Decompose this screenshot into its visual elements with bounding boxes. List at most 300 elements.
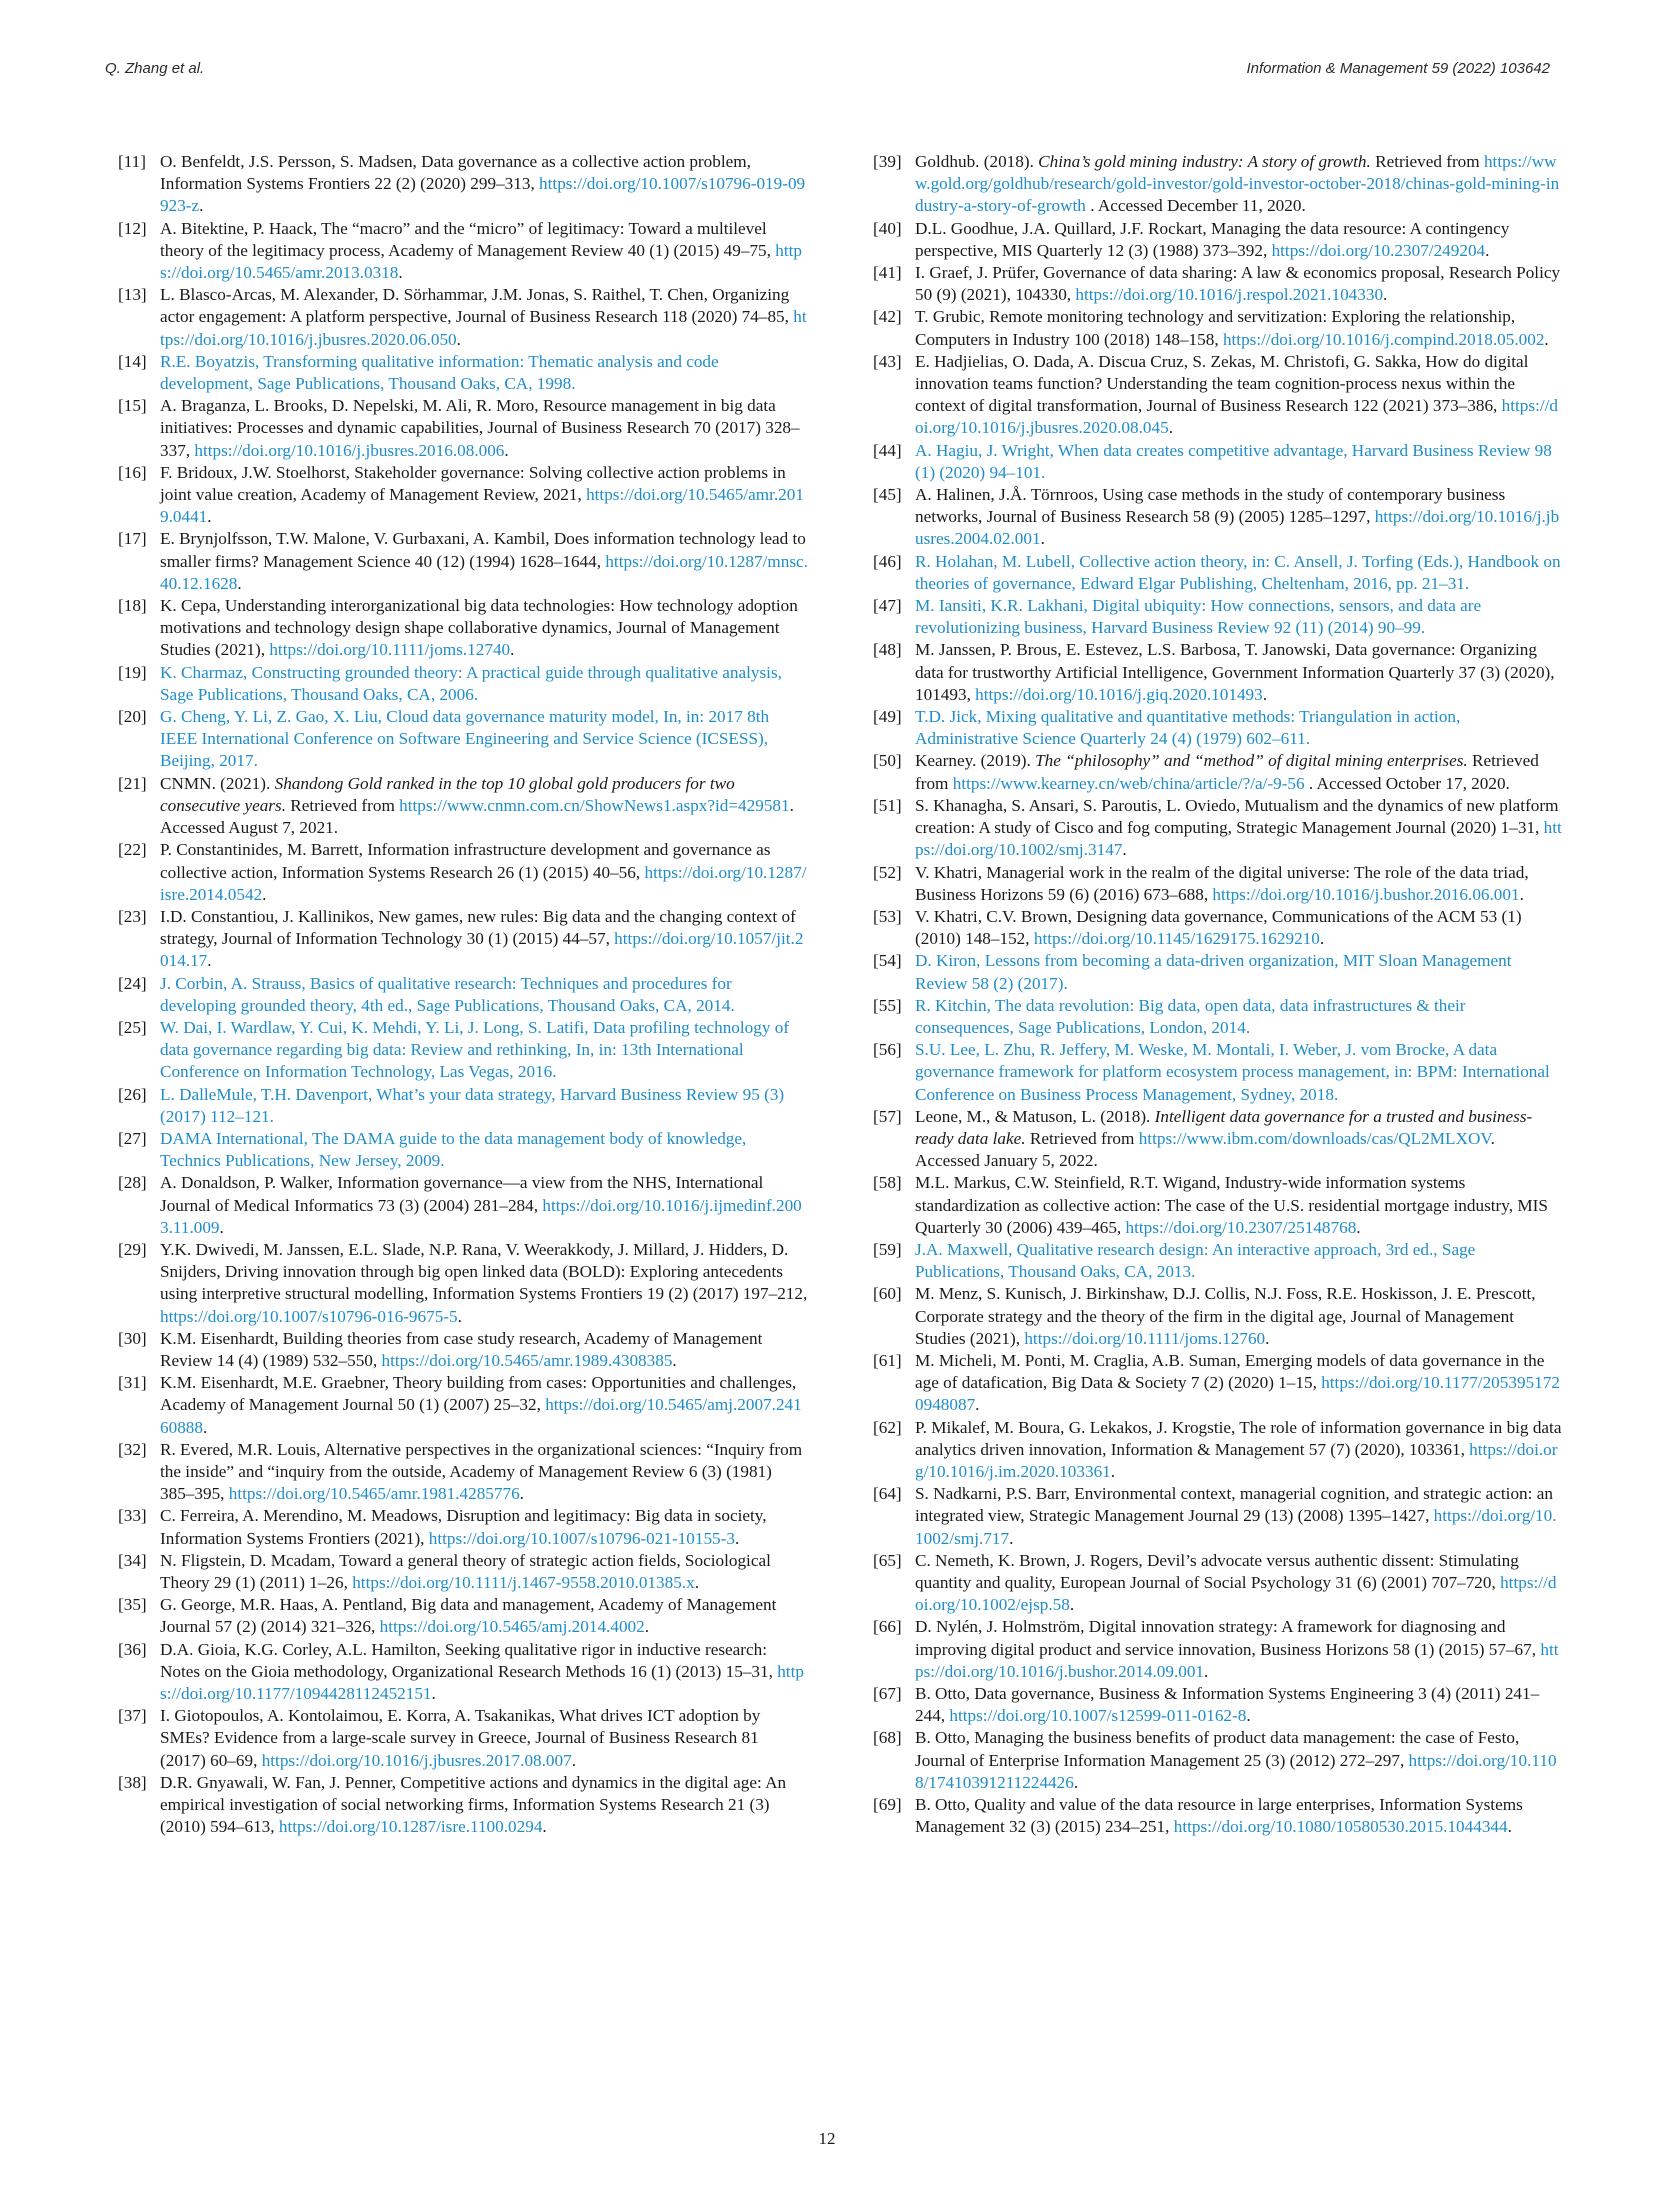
reference-text [160,1239,808,1328]
reference-doi-link[interactable]: https://doi.org/10.5465/amr.2019.0441 [160,485,804,527]
reference-body: S. Nadkarni, P.S. Barr, Environmental context, managerial cognition, and strategic action: an integrated view, Strategic Management Journal 29 (13) (2008) 1395–1427, [915,1484,1553,1526]
reference-doi-link[interactable]: https://doi.org/10.1016/j.jbusres.2004.02.001 [915,507,1560,549]
reference-link-text[interactable]: L. DalleMule, T.H. Davenport, What’s your data strategy, Harvard Business Review 95 (3) (2017) 112–121 [160,1084,785,1126]
reference-tail: . [1333,1084,1339,1104]
reference-number: [22] [118,840,147,860]
reference-body: D.R. Gnyawali, W. Fan, J. Penner, Competitive actions and dynamics in the digital age: An empirical investigation of social networking firms, Information Systems Research 21 (3) (2010) 594–613, [160,1772,787,1837]
reference-tail: . [644,1617,650,1637]
reference-tail: . [219,1217,224,1237]
reference-text [160,839,808,906]
reference-tail: . Accessed October 17, 2020. [1304,773,1510,793]
reference-link-text[interactable]: G. Cheng, Y. Li, Z. Gao, X. Liu, Cloud data governance maturity model, In, in: 2017 8th IEEE International Conference on Software Engineering and Service Science (ICSESS), Beijing, 2017 [160,707,770,771]
reference-item[interactable] [873,950,1563,994]
reference-text [915,151,1563,218]
reference-body: T. Grubic, Remote monitoring technology and servitization: Exploring the relationship, Computers in Industry 100 (2018) 148–158, [915,307,1516,349]
reference-item [873,1550,1563,1617]
reference-text [160,1017,808,1084]
reference-tail: . [571,1750,577,1770]
reference-text [915,750,1563,794]
reference-text [160,906,808,973]
reference-item [118,151,808,218]
reference-item[interactable] [118,1128,808,1172]
reference-text [915,706,1563,750]
reference-doi-link[interactable]: https://doi.org/10.1016/j.giq.2020.101493 [975,684,1263,704]
reference-tail: . [1319,929,1325,949]
reference-link-text[interactable]: A. Hagiu, J. Wright, When data creates competitive advantage, Harvard Business Review 98 (1) (2020) 94–101 [915,440,1552,482]
reference-tail: . [1265,1328,1270,1348]
reference-item [118,839,808,906]
reference-doi-link[interactable]: https://doi.org/10.1016/j.ijmedinf.2003.11.009 [160,1195,802,1237]
reference-number: [66] [873,1617,902,1637]
reference-text [160,706,808,773]
reference-text [160,1772,808,1839]
reference-tail: . [202,1417,208,1437]
reference-item[interactable] [873,440,1563,484]
reference-tail: . Accessed December 11, 2020. [1085,196,1306,216]
reference-number: [30] [118,1328,147,1348]
reference-text [915,862,1563,906]
reference-text [915,1417,1563,1484]
reference-item [873,1483,1563,1550]
reference-item[interactable] [118,706,808,773]
reference-doi-link[interactable]: https://doi.org/10.1145/1629175.1629210 [1033,929,1320,949]
reference-body: B. Otto, Quality and value of the data resource in large enterprises, Information Systems Management 32 (3) (2015) 234–251, [915,1795,1523,1837]
reference-body: Y.K. Dwivedi, M. Janssen, E.L. Slade, N.P. Rana, V. Weerakkody, J. Millard, J. Hidders, D. Snijders, Driving innovation through big open linked data (BOLD): Exploring antecedents using interpretive structural modelling, Information Systems Frontiers 19 (2) (2017) 197–212, [160,1239,808,1304]
reference-item [873,262,1563,306]
reference-link-text[interactable]: J. Corbin, A. Strauss, Basics of qualitative research: Techniques and procedures for developing grounded theory, 4th ed., Sage Publications, Thousand Oaks, CA, 2014 [160,973,732,1015]
reference-tail: . [1191,1262,1196,1282]
reference-link-text[interactable]: J.A. Maxwell, Qualitative research design: An interactive approach, 3rd ed., Sage Publications, Thousand Oaks, CA, 2013 [915,1239,1476,1282]
reference-body: V. Khatri, Managerial work in the realm of the digital universe: The role of the data triad, Business Horizons 59 (6) (2016) 673–688, [915,862,1529,904]
reference-item [873,1106,1563,1173]
reference-tail: . [262,884,267,904]
reference-item[interactable] [873,595,1563,639]
reference-item[interactable] [118,1084,808,1128]
reference-doi-link[interactable]: https://doi.org/10.1287/mnsc.40.12.1628 [160,551,808,593]
reference-text [915,995,1563,1039]
reference-number: [59] [873,1239,902,1259]
reference-body: V. Khatri, C.V. Brown, Designing data governance, Communications of the ACM 53 (1) (2010) 148–152, [915,906,1522,949]
reference-number: [36] [118,1639,147,1659]
reference-body: P. Mikalef, M. Boura, G. Lekakos, J. Krogstie, The role of information governance in big data analytics driven innovation, Information & Management 57 (7) (2020), 103361, [915,1417,1562,1459]
reference-doi-link[interactable]: https://doi.org/10.1287/isre.2014.0542 [160,862,807,904]
reference-body: K.M. Eisenhardt, M.E. Graebner, Theory building from cases: Opportunities and challenges, Academy of Management Journal 50 (1) (2007) 25–32, [160,1373,797,1415]
reference-tail: . [734,1528,740,1548]
reference-tail: . [975,1395,980,1415]
reference-link-text[interactable]: R.E. Boyatzis, Transforming qualitative information: Thematic analysis and code development, Sage Publications, Thousand Oaks, CA, 1998 [160,351,719,394]
reference-doi-link[interactable]: https://doi.org/10.1002/smj.3147 [915,818,1562,860]
reference-text [915,262,1563,306]
reference-number: [50] [873,751,902,771]
reference-tail: . [269,1106,274,1126]
reference-link-text[interactable]: K. Charmaz, Constructing grounded theory: A practical guide through qualitative analysis, Sage Publications, Thousand Oaks, CA, 2006 [160,662,782,704]
reference-number: [24] [118,973,147,993]
reference-doi-link[interactable]: https://doi.org/10.5465/amr.2013.0318 [160,240,802,283]
reference-text [915,1172,1563,1239]
reference-doi-link[interactable]: https://www.cnmn.com.cn/ShowNews1.aspx?id=429581 [399,795,790,815]
reference-link-text[interactable]: M. Iansiti, K.R. Lakhani, Digital ubiquity: How connections, sensors, and data are revolutionizing business, Harvard Business Review 92 (11) (2014) 90–99 [915,596,1482,638]
reference-tail: . [457,1306,462,1326]
reference-body: S. Khanagha, S. Ansari, S. Paroutis, L. Oviedo, Mutualism and the dynamics of new platform creation: A study of Cisco and fog computing, Strategic Management Journal (2020) 1–31, [915,795,1559,838]
reference-doi-link[interactable]: https://doi.org/10.1177/2053951720948087 [915,1373,1560,1415]
reference-tail: . Accessed January 5, 2022. [915,1128,1495,1171]
reference-text [915,906,1563,950]
reference-number: [25] [118,1017,147,1037]
reference-doi-link[interactable]: https://doi.org/10.5465/amr.1989.4308385 [381,1350,673,1370]
reference-doi-link[interactable]: https://www.ibm.com/downloads/cas/QL2MLXOV [1138,1128,1491,1148]
running-header [105,60,1550,82]
reference-number: [55] [873,995,902,1015]
reference-doi-link[interactable]: https://doi.org/10.2307/25148768 [1125,1217,1357,1237]
reference-link-text[interactable]: DAMA International, The DAMA guide to the data management body of knowledge, Technics Publications, New Jersey, 2009 [160,1128,747,1171]
reference-number: [21] [118,773,147,793]
reference-doi-link[interactable]: https://doi.org/10.1016/j.jbusres.2020.06.050 [160,307,807,349]
reference-text [915,1106,1563,1173]
reference-item [873,750,1563,794]
reference-number: [56] [873,1040,902,1060]
reference-text [915,440,1563,484]
reference-body: M. Janssen, P. Brous, E. Estevez, L.S. Barbosa, T. Janowski, Data governance: Organizing data for trustworthy Artificial Intelligence, Government Information Quarterly 37 (3) (2020), 101493, [915,640,1555,704]
reference-title-italic: Intelligent data governance for a trusted and business-ready data lake. [915,1106,1533,1148]
reference-body: R. Evered, M.R. Louis, Alternative perspectives in the organizational sciences: “Inquiry from the inside” and “inquiry from the outside, Academy of Management Review 6 (3) (1981) 385–395, [160,1439,803,1504]
reference-tail: . [519,1484,524,1504]
reference-text [160,528,808,595]
reference-item[interactable] [118,351,808,395]
reference-tail: . [1383,285,1388,305]
reference-text [915,1039,1563,1106]
reference-body-cont: Retrieved from [915,751,1539,793]
reference-number: [40] [873,218,902,238]
reference-text [915,551,1563,595]
reference-text [160,1550,808,1594]
reference-item [873,1283,1563,1350]
reference-text [915,639,1563,706]
references-left-column [118,151,808,1838]
reference-item [118,595,808,662]
reference-tail: . [1122,840,1127,860]
reference-tail: . [542,1817,547,1837]
reference-doi-link[interactable]: https://doi.org/10.1016/j.respol.2021.104330 [1075,285,1384,305]
reference-item [873,1417,1563,1484]
reference-doi-link[interactable]: https://doi.org/10.1080/10580530.2015.1044344 [1173,1817,1508,1837]
reference-text [915,1350,1563,1417]
reference-number: [16] [118,462,147,482]
reference-body: Leone, M., & Matuson, L. (2018). [915,1106,1155,1126]
reference-item [873,862,1563,906]
reference-doi-link[interactable]: https://doi.org/10.1111/joms.12740 [269,640,511,660]
reference-doi-link[interactable]: https://doi.org/10.1111/joms.12760 [1024,1328,1266,1348]
reference-tail: . [431,1684,436,1704]
reference-doi-link[interactable]: https://doi.org/10.5465/amr.1981.4285776 [228,1484,520,1504]
reference-body: N. Fligstein, D. Mcadam, Toward a general theory of strategic action fields, Sociological Theory 29 (1) (2011) 1–26, [160,1550,771,1592]
reference-item [873,151,1563,218]
reference-item[interactable] [118,662,808,706]
reference-doi-link[interactable]: https://doi.org/10.2307/249204 [1271,240,1486,260]
reference-tail: . [1246,1706,1251,1726]
reference-body: B. Otto, Data governance, Business & Information Systems Engineering 3 (4) (2011) 241–244, [915,1684,1540,1726]
reference-text [160,1328,808,1372]
header-journal: Information & Management 59 (2022) 103642 [1246,60,1550,77]
reference-tail: . [1009,1528,1014,1548]
reference-text [915,306,1563,350]
reference-text [160,284,808,351]
reference-doi-link[interactable]: https://doi.org/10.1002/ejsp.58 [915,1573,1557,1615]
reference-number: [34] [118,1550,147,1570]
reference-number: [12] [118,218,147,238]
reference-doi-link[interactable]: https://doi.org/10.1177/1094428112452151 [160,1661,804,1704]
reference-tail: . [456,329,461,349]
reference-tail: . [199,196,204,216]
reference-number: [14] [118,351,147,371]
reference-tail: . [207,507,212,527]
reference-item [873,906,1563,950]
reference-body: M. Micheli, M. Ponti, M. Craglia, A.B. Suman, Emerging models of data governance in the age of datafication, Big Data & Society 7 (2) (2020) 1–15, [915,1350,1545,1393]
reference-tail: . [552,1062,557,1082]
reference-link-text[interactable]: W. Dai, I. Wardlaw, Y. Cui, K. Mehdi, Y. Li, J. Long, S. Latifi, Data profiling technology of data governance regarding big data: Review and rethinking, In, in: 13th International Conference on Information Technology, Las Vegas, 2016 [160,1017,790,1082]
reference-tail: . [253,751,258,771]
reference-text [160,351,808,395]
reference-body: A. Bitektine, P. Haack, The “macro” and the “micro” of legitimacy: Toward a multilevel theory of the legitimacy process, Academy of Management Review 40 (1) (2015) 49–75, [160,218,776,260]
reference-doi-link[interactable]: https://doi.org/10.1287/isre.1100.0294 [278,1817,543,1837]
reference-number: [60] [873,1284,902,1304]
reference-doi-link[interactable]: https://doi.org/10.1016/j.jbusres.2020.08.045 [915,396,1559,438]
reference-body: C. Nemeth, K. Brown, J. Rogers, Devil’s advocate versus authentic dissent: Stimulating quantity and quality, European Journal of Social Psychology 31 (6) (2001) 707–720, [915,1550,1519,1592]
reference-number: [46] [873,551,902,571]
reference-body: M.L. Markus, C.W. Steinfield, R.T. Wigand, Industry-wide information systems standardization as collective action: The case of the U.S. residential mortgage industry, MIS Quarterly 30 (2006) 439–465, [915,1173,1548,1237]
reference-doi-link[interactable]: https://doi.org/10.1057/jit.2014.17 [160,929,804,971]
reference-body: Kearney. (2019). [915,751,1036,771]
reference-doi-link[interactable]: https://doi.org/10.1108/17410391211224426 [915,1750,1557,1792]
reference-number: [37] [118,1706,147,1726]
reference-number: [57] [873,1106,902,1126]
reference-doi-link[interactable]: https://doi.org/10.1007/s10796-016-9675-5 [160,1306,458,1326]
reference-link-text[interactable]: T.D. Jick, Mixing qualitative and quantitative methods: Triangulation in action, Administrative Science Quarterly 24 (4) (1979) 602–611 [915,707,1461,749]
reference-tail: . [1485,240,1490,260]
reference-text [915,484,1563,551]
reference-body: B. Otto, Managing the business benefits of product data management: the case of Festo, Journal of Enterprise Information Management 25 (3) (2012) 272–297, [915,1728,1520,1770]
reference-number: [39] [873,152,902,171]
reference-text [915,795,1563,862]
reference-doi-link[interactable]: https://doi.org/10.1016/j.bushor.2016.06.001 [1212,884,1520,904]
reference-text [160,151,808,218]
reference-text [915,1483,1563,1550]
reference-item [873,484,1563,551]
reference-tail: . [1110,1461,1116,1481]
reference-text [160,1439,808,1506]
reference-item [118,906,808,973]
reference-number: [29] [118,1239,147,1259]
reference-item[interactable] [873,995,1563,1039]
reference-doi-link[interactable]: https://doi.org/10.1016/j.bushor.2014.09.001 [915,1639,1559,1681]
reference-tail: . [1204,1661,1209,1681]
reference-doi-link[interactable]: https://doi.org/10.5465/amj.2014.4002 [379,1617,645,1637]
reference-number: [18] [118,596,147,616]
reference-item[interactable] [873,1239,1563,1283]
reference-link-text[interactable]: R. Kitchin, The data revolution: Big data, open data, data infrastructures & their consequences, Sage Publications, London, 2014 [915,995,1466,1037]
reference-item [118,1550,808,1594]
reference-body: A. Donaldson, P. Walker, Information governance—a view from the NHS, International Journal of Medical Informatics 73 (3) (2004) 281–284, [160,1173,764,1215]
reference-tail: . [1040,529,1045,549]
reference-text [160,1505,808,1549]
reference-item [118,395,808,462]
reference-doi-link[interactable]: https://doi.org/10.5465/amj.2007.24160888 [160,1395,802,1437]
reference-number: [15] [118,396,147,416]
reference-item [873,1172,1563,1239]
reference-body: K. Cepa, Understanding interorganizational big data technologies: How technology adoption motivations and technology design shape collaborative dynamics, Journal of Management Studies (2021), [160,596,798,660]
reference-item [118,1505,808,1549]
reference-number: [64] [873,1484,902,1504]
reference-tail: . [1069,1595,1075,1615]
reference-text [915,950,1563,994]
reference-doi-link[interactable]: https://doi.org/10.1007/s10796-021-10155-3 [428,1528,735,1548]
reference-text [915,1616,1563,1683]
reference-body-cont: Retrieved from [1025,1128,1139,1148]
reference-item [873,1794,1563,1838]
reference-tail: . [1519,884,1524,904]
reference-doi-link[interactable]: https://www.gold.org/goldhub/research/gold-investor/gold-investor-october-2018/chinas-gold-mining-industry-a-story-of-growth [915,152,1560,216]
reference-item[interactable] [118,1017,808,1084]
reference-doi-link[interactable]: https://doi.org/10.1016/j.jbusres.2017.08.007 [261,1750,572,1770]
reference-tail: . [1305,729,1311,749]
reference-number: [43] [873,351,902,371]
reference-number: [17] [118,529,147,549]
reference-link-text[interactable]: R. Holahan, M. Lubell, Collective action theory, in: C. Ansell, J. Torfing (Eds.), Handbook on theories of governance, Edward Elgar Publishing, Cheltenham, 2016, pp. 21–31 [915,551,1561,593]
reference-item [873,639,1563,706]
reference-number: [13] [118,285,147,305]
reference-body-cont: Retrieved from [1370,152,1484,171]
reference-text [915,1550,1563,1617]
reference-item [873,1727,1563,1794]
reference-number: [32] [118,1439,147,1459]
reference-number: [35] [118,1595,147,1615]
reference-number: [11] [118,152,146,171]
reference-body: L. Blasco-Arcas, M. Alexander, D. Sörhammar, J.M. Jonas, S. Raithel, T. Chen, Organizing actor engagement: A platform perspective, Journal of Business Research 118 (2020) 74–85, [160,285,794,327]
reference-number: [68] [873,1728,902,1748]
reference-number: [51] [873,795,902,815]
reference-item [118,528,808,595]
reference-text [915,218,1563,262]
reference-item[interactable] [118,973,808,1017]
reference-item [873,795,1563,862]
reference-text [160,1172,808,1239]
reference-number: [54] [873,951,902,971]
reference-text [915,1794,1563,1838]
reference-item [118,1639,808,1706]
reference-item [873,306,1563,350]
reference-text [915,1683,1563,1727]
reference-tail: . [1507,1817,1512,1837]
reference-body: A. Halinen, J.Å. Törnroos, Using case methods in the study of contemporary business networks, Journal of Business Research 58 (9) (2005) 1285–1297, [915,485,1506,527]
reference-tail: . [510,640,515,660]
reference-text [160,1639,808,1706]
reference-title-italic: China’s gold mining industry: A story of growth. [1038,152,1371,171]
reference-item [118,218,808,285]
reference-text [160,395,808,462]
reference-body: E. Hadjielias, O. Dada, A. Discua Cruz, S. Zekas, M. Christofi, G. Sakka, How do digital innovation teams function? Understanding the team cognition-process nexus within the context of digital transformation, Journal of Business Research 122 (2021) 373–386, [915,351,1529,416]
reference-doi-link[interactable]: https://doi.org/10.1016/j.compind.2018.05.002 [1222,329,1545,349]
reference-tail: . [398,263,403,283]
reference-text [160,1705,808,1772]
reference-tail: . [1168,418,1173,438]
reference-number: [62] [873,1417,902,1437]
reference-doi-link[interactable]: https://doi.org/10.1016/j.jbusres.2016.08.006 [194,440,505,460]
reference-item [118,1328,808,1372]
reference-body: I.D. Constantiou, J. Kallinikos, New games, new rules: Big data and the changing context of strategy, Journal of Information Technology 30 (1) (2015) 44–57, [160,906,796,949]
reference-tail: . [1073,1772,1079,1792]
reference-number: [61] [873,1350,902,1370]
reference-number: [67] [873,1684,902,1704]
reference-text [915,595,1563,639]
reference-tail: . Accessed August 7, 2021. [160,795,794,838]
reference-link-text[interactable]: D. Kiron, Lessons from becoming a data-driven organization, MIT Sloan Management Review 58 (2) (2017) [915,951,1512,993]
reference-doi-link[interactable]: https://doi.org/10.1002/smj.717 [915,1506,1557,1548]
reference-body: Goldhub. (2018). [915,152,1039,171]
reference-text [915,1239,1563,1283]
reference-body: G. George, M.R. Haas, A. Pentland, Big data and management, Academy of Management Journal 57 (2) (2014) 321–326, [160,1595,777,1637]
reference-tail: . [694,1573,699,1592]
reference-tail: . [440,1151,445,1171]
reference-item[interactable] [873,551,1563,595]
reference-tail: . [1041,462,1046,482]
reference-number: [28] [118,1173,147,1193]
reference-number: [69] [873,1795,902,1815]
reference-tail: . [1262,684,1268,704]
references-right-column [873,151,1563,1838]
reference-tail: . [1245,1017,1251,1037]
reference-body: C. Ferreira, A. Merendino, M. Meadows, Disruption and legitimacy: Big data in society, Information Systems Frontiers (2021), [160,1506,767,1548]
reference-item [873,1350,1563,1417]
reference-item [118,462,808,529]
reference-number: [33] [118,1506,147,1526]
reference-item [118,1705,808,1772]
reference-item[interactable] [873,706,1563,750]
reference-tail: . [237,573,242,593]
page-number: 12 [818,2129,836,2148]
reference-item [118,284,808,351]
reference-number: [41] [873,263,902,283]
header-authors: Q. Zhang et al. [105,60,205,77]
reference-text [160,1084,808,1128]
reference-number: [47] [873,596,902,616]
reference-body: M. Menz, S. Kunisch, J. Birkinshaw, D.J. Collis, N.J. Foss, R.E. Hoskisson, J. E. Prescott, Corporate strategy and the theory of the firm in the digital age, Journal of Management Studies (2021), [915,1284,1536,1348]
reference-doi-link[interactable]: https://doi.org/10.1007/s10796-019-09923-z [160,174,806,216]
reference-text [160,218,808,285]
reference-item [118,1172,808,1239]
reference-doi-link[interactable]: https://doi.org/10.1016/j.im.2020.103361 [915,1439,1558,1481]
reference-number: [52] [873,862,902,882]
reference-item [873,1616,1563,1683]
reference-text [915,1283,1563,1350]
reference-item [118,1239,808,1328]
reference-body: A. Braganza, L. Brooks, D. Nepelski, M. Ali, R. Moro, Resource management in big data initiatives: Processes and dynamic capabilities, Journal of Business Research 70 (2017) 328–337, [160,396,800,460]
reference-item[interactable] [873,1039,1563,1106]
reference-doi-link[interactable]: https://doi.org/10.1007/s12599-011-0162-8 [949,1706,1247,1726]
reference-tail: . [473,684,479,704]
reference-tail: . [1544,329,1549,349]
reference-doi-link[interactable]: https://doi.org/10.1111/j.1467-9558.2010.01385.x [352,1573,695,1592]
reference-number: [44] [873,440,902,460]
reference-body: K.M. Eisenhardt, Building theories from case study research, Academy of Management Review 14 (4) (1989) 532–550, [160,1328,763,1370]
reference-body: O. Benfeldt, J.S. Persson, S. Madsen, Data governance as a collective action problem, Information Systems Frontiers 22 (2) (2020) 299–313, [160,152,751,194]
reference-number: [45] [873,485,902,505]
reference-number: [23] [118,906,147,926]
reference-link-text[interactable]: S.U. Lee, L. Zhu, R. Jeffery, M. Weske, M. Montali, I. Weber, J. vom Brocke, A data governance framework for platform ecosystem process management, in: BPM: International Conference on Business Process Management, Sydney, 2018 [915,1040,1550,1104]
reference-title-italic: Shandong Gold ranked in the top 10 global gold producers for two consecutive years. [160,773,735,815]
reference-tail: . [571,374,576,394]
reference-doi-link[interactable]: https://www.kearney.cn/web/china/article/?/a/-9-56 [952,773,1305,793]
reference-tail: . [1063,973,1068,993]
reference-item [118,773,808,840]
